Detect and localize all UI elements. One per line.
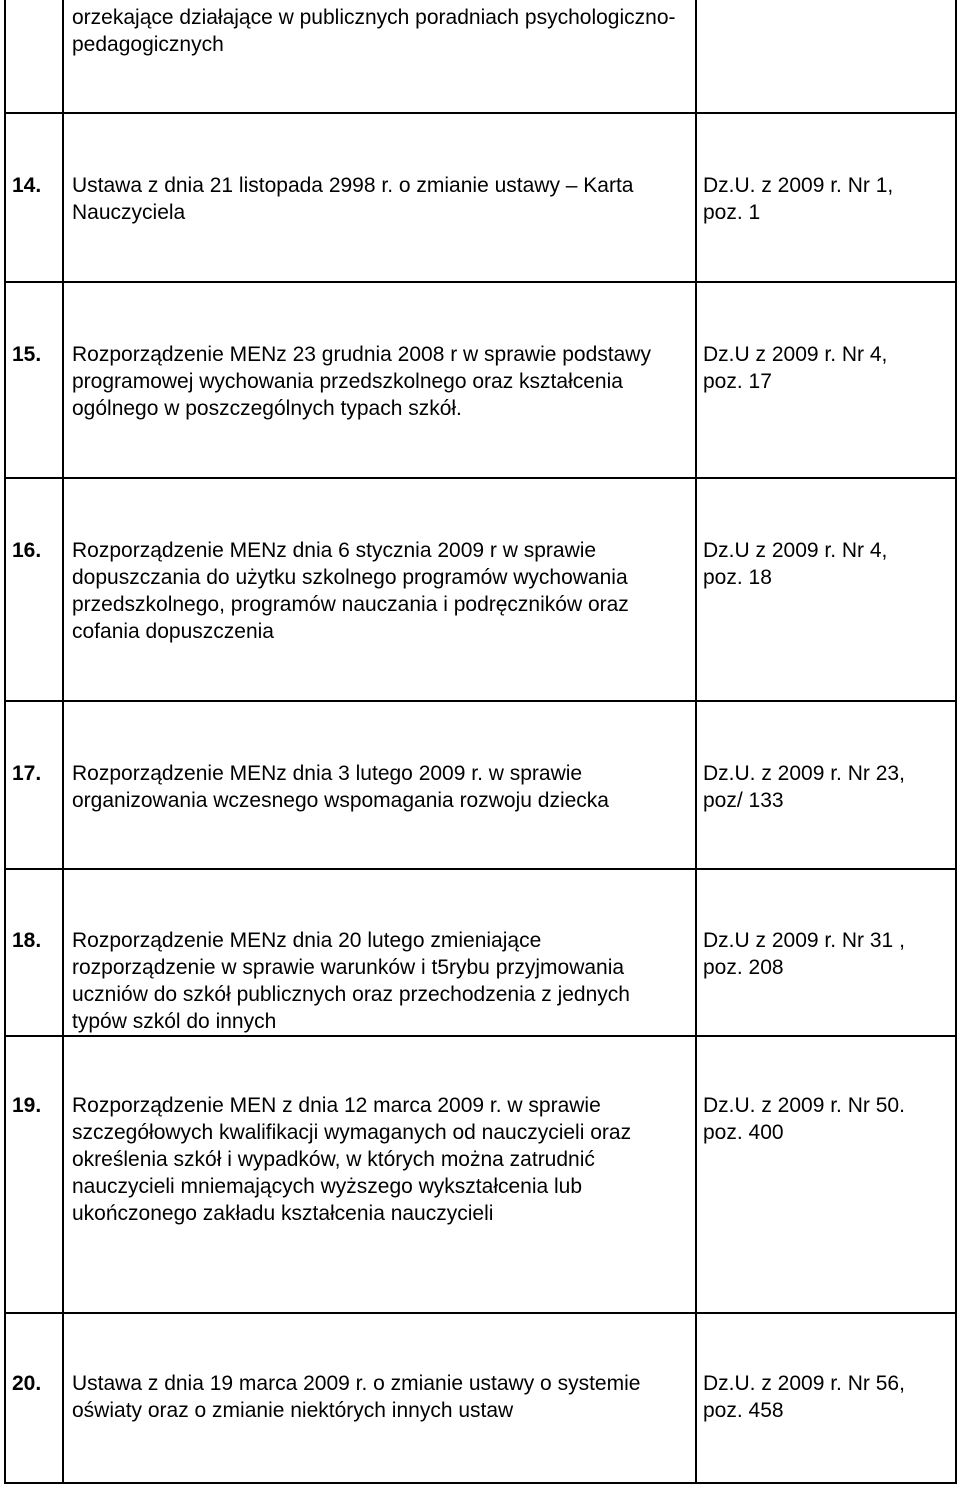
reference-journal: Dz.U z 2009 r. Nr 31 , <box>703 929 905 952</box>
reference-journal: Dz.U. z 2009 r. Nr 1, <box>703 174 894 197</box>
reference-position: poz. 17 <box>703 370 772 393</box>
reference-journal: Dz.U z 2009 r. Nr 4, <box>703 539 888 562</box>
act-reference <box>696 701 956 869</box>
legal-acts-table <box>4 0 957 1484</box>
row-number: 15. <box>5 282 63 478</box>
row-number: 20. <box>5 1313 63 1483</box>
act-reference <box>696 0 956 113</box>
table-row <box>5 1036 956 1313</box>
act-title: Rozporządzenie MENz dnia 6 stycznia 2009 r w sprawie dopuszczania do użytku szkolnego programów wychowania przedszkolnego, programów nauczania i podręczników oraz cofania dopuszczenia <box>63 478 696 701</box>
table-row <box>5 282 956 478</box>
reference-journal: Dz.U. z 2009 r. Nr 56, <box>703 1372 905 1395</box>
reference-position: poz. 208 <box>703 956 784 979</box>
act-reference <box>696 282 956 478</box>
table-row <box>5 701 956 869</box>
reference-position: poz. 400 <box>703 1121 784 1144</box>
act-title: Rozporządzenie MEN z dnia 12 marca 2009 r. w sprawie szczegółowych kwalifikacji wymaganych od nauczycieli oraz określenia szkół i wypadków, w których można zatrudnić nauczycieli mniemających wyższego wykształcenia lub ukończonego zakładu kształcenia nauczycieli <box>63 1036 696 1313</box>
act-reference <box>696 869 956 1036</box>
reference-journal: Dz.U z 2009 r. Nr 4, <box>703 343 888 366</box>
act-title: Rozporządzenie MENz 23 grudnia 2008 r w sprawie podstawy programowej wychowania przedszkolnego oraz kształcenia ogólnego w poszczególnych typach szkół. <box>63 282 696 478</box>
act-title: Ustawa z dnia 21 listopada 2998 r. o zmianie ustawy – Karta Nauczyciela <box>63 113 696 282</box>
act-reference <box>696 1036 956 1313</box>
act-title: Rozporządzenie MENz dnia 3 lutego 2009 r. w sprawie organizowania wczesnego wspomagania rozwoju dziecka <box>63 701 696 869</box>
act-reference <box>696 1313 956 1483</box>
table-row <box>5 478 956 701</box>
row-number: 18. <box>5 869 63 1036</box>
act-reference <box>696 478 956 701</box>
act-title: Rozporządzenie MENz dnia 20 lutego zmieniające rozporządzenie w sprawie warunków i t5rybu przyjmowania uczniów do szkół publicznych oraz przechodzenia z jednych typów szkól do innych <box>63 869 696 1036</box>
act-reference <box>696 113 956 282</box>
act-title: orzekające działające w publicznych poradniach psychologiczno- pedagogicznych <box>63 0 696 113</box>
row-number: 16. <box>5 478 63 701</box>
table-row <box>5 0 956 113</box>
reference-position: poz. 458 <box>703 1399 784 1422</box>
act-title: Ustawa z dnia 19 marca 2009 r. o zmianie ustawy o systemie oświaty oraz o zmianie niektórych innych ustaw <box>63 1313 696 1483</box>
reference-position: poz. 1 <box>703 201 761 224</box>
reference-journal: Dz.U. z 2009 r. Nr 23, <box>703 762 905 785</box>
table-row <box>5 113 956 282</box>
row-number: 14. <box>5 113 63 282</box>
row-number: 17. <box>5 701 63 869</box>
reference-position: poz. 18 <box>703 566 772 589</box>
table-row <box>5 1313 956 1483</box>
row-number: 19. <box>5 1036 63 1313</box>
table-row <box>5 869 956 1036</box>
reference-position: poz/ 133 <box>703 789 784 812</box>
reference-journal: Dz.U. z 2009 r. Nr 50. <box>703 1094 905 1117</box>
row-number <box>5 0 63 113</box>
